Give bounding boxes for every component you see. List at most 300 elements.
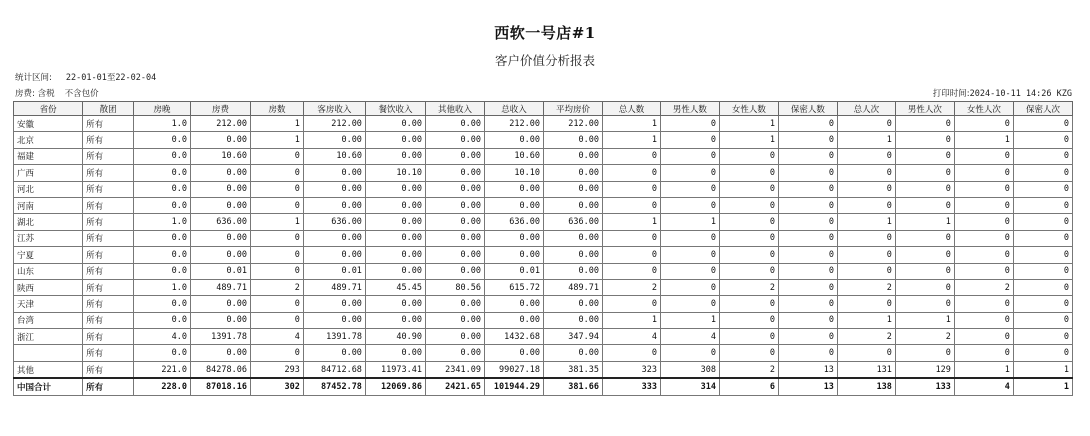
value-cell: 0.0 <box>134 148 191 164</box>
value-cell: 0.00 <box>425 181 484 197</box>
value-cell: 0.01 <box>303 263 365 279</box>
group-cell: 所有 <box>83 247 134 263</box>
value-cell: 84278.06 <box>190 361 250 378</box>
value-cell: 0 <box>895 116 954 132</box>
value-cell: 0 <box>719 230 778 246</box>
value-cell: 0.00 <box>425 197 484 213</box>
table-row <box>14 345 1073 361</box>
value-cell: 212.00 <box>303 116 365 132</box>
value-cell: 0 <box>837 197 895 213</box>
value-cell: 0.00 <box>190 312 250 328</box>
table-row <box>14 230 1073 246</box>
value-cell: 1 <box>719 132 778 148</box>
value-cell: 2341.09 <box>425 361 484 378</box>
value-cell: 0 <box>602 296 660 312</box>
value-cell: 11973.41 <box>365 361 425 378</box>
province-cell <box>14 345 83 361</box>
province-cell: 安徽 <box>14 116 83 132</box>
group-cell: 所有 <box>83 132 134 148</box>
value-cell: 0 <box>895 296 954 312</box>
value-cell: 10.60 <box>484 148 543 164</box>
value-cell: 0.00 <box>543 230 602 246</box>
value-cell: 0 <box>602 148 660 164</box>
value-cell: 131 <box>837 361 895 378</box>
value-cell: 0 <box>602 247 660 263</box>
value-cell: 0.0 <box>134 345 191 361</box>
value-cell: 0 <box>1013 345 1072 361</box>
value-cell: 2 <box>719 279 778 295</box>
value-cell: 333 <box>602 378 660 395</box>
value-cell: 0.00 <box>543 263 602 279</box>
value-cell: 0.00 <box>365 132 425 148</box>
value-cell: 0.00 <box>543 247 602 263</box>
column-header: 男性人数 <box>660 102 719 116</box>
value-cell: 0 <box>778 345 837 361</box>
value-cell: 308 <box>660 361 719 378</box>
value-cell: 2 <box>719 361 778 378</box>
column-header: 房晚 <box>134 102 191 116</box>
value-cell: 314 <box>660 378 719 395</box>
value-cell: 0.00 <box>190 197 250 213</box>
value-cell: 87452.78 <box>303 378 365 395</box>
value-cell: 133 <box>895 378 954 395</box>
value-cell: 2421.65 <box>425 378 484 395</box>
group-cell: 所有 <box>83 181 134 197</box>
value-cell: 0 <box>719 345 778 361</box>
value-cell: 0 <box>660 116 719 132</box>
value-cell: 6 <box>719 378 778 395</box>
report-title: 西软一号店#1 <box>494 24 596 42</box>
value-cell: 0 <box>954 329 1013 345</box>
value-cell: 1 <box>660 312 719 328</box>
value-cell: 228.0 <box>134 378 191 395</box>
value-cell: 10.10 <box>484 165 543 181</box>
value-cell: 0 <box>251 247 304 263</box>
value-cell: 0 <box>660 345 719 361</box>
value-cell: 1 <box>719 116 778 132</box>
value-cell: 0 <box>954 345 1013 361</box>
value-cell: 0.00 <box>303 181 365 197</box>
value-cell: 0.00 <box>425 165 484 181</box>
province-cell: 江苏 <box>14 230 83 246</box>
value-cell: 0 <box>660 247 719 263</box>
value-cell: 0.00 <box>303 247 365 263</box>
value-cell: 0.0 <box>134 263 191 279</box>
value-cell: 636.00 <box>190 214 250 230</box>
date-range <box>15 71 156 83</box>
value-cell: 0 <box>251 312 304 328</box>
column-header: 平均房价 <box>543 102 602 116</box>
column-header: 女性人次 <box>954 102 1013 116</box>
value-cell: 0 <box>1013 148 1072 164</box>
column-header: 总收入 <box>484 102 543 116</box>
value-cell: 0.0 <box>134 230 191 246</box>
value-cell: 2 <box>251 279 304 295</box>
value-cell: 636.00 <box>484 214 543 230</box>
value-cell: 0 <box>778 132 837 148</box>
value-cell: 0.00 <box>425 132 484 148</box>
value-cell: 1.0 <box>134 116 191 132</box>
column-header: 餐饮收入 <box>365 102 425 116</box>
value-cell: 0 <box>251 165 304 181</box>
value-cell: 1.0 <box>134 279 191 295</box>
table-row <box>14 197 1073 213</box>
table-row <box>14 181 1073 197</box>
value-cell: 1391.78 <box>190 329 250 345</box>
value-cell: 0.00 <box>425 247 484 263</box>
value-cell: 0 <box>778 214 837 230</box>
table-row <box>14 329 1073 345</box>
province-cell: 广西 <box>14 165 83 181</box>
value-cell: 0.00 <box>190 296 250 312</box>
value-cell: 0 <box>660 230 719 246</box>
value-cell: 0.00 <box>543 197 602 213</box>
value-cell: 212.00 <box>484 116 543 132</box>
value-cell: 0 <box>660 197 719 213</box>
value-cell: 0.00 <box>543 345 602 361</box>
group-cell: 所有 <box>83 263 134 279</box>
value-cell: 0 <box>1013 181 1072 197</box>
value-cell: 0.00 <box>425 116 484 132</box>
column-header: 房费 <box>190 102 250 116</box>
value-cell: 0 <box>778 329 837 345</box>
table-header-row <box>14 102 1073 116</box>
value-cell: 0.00 <box>303 345 365 361</box>
table-row <box>14 214 1073 230</box>
group-cell: 所有 <box>83 116 134 132</box>
value-cell: 40.90 <box>365 329 425 345</box>
value-cell: 0.00 <box>365 230 425 246</box>
value-cell: 0.00 <box>190 165 250 181</box>
column-header: 其他收入 <box>425 102 484 116</box>
value-cell: 323 <box>602 361 660 378</box>
value-cell: 0 <box>660 165 719 181</box>
value-cell: 84712.68 <box>303 361 365 378</box>
value-cell: 45.45 <box>365 279 425 295</box>
group-cell: 所有 <box>83 148 134 164</box>
value-cell: 302 <box>251 378 304 395</box>
value-cell: 1 <box>954 132 1013 148</box>
print-time-label: 打印时间: <box>932 89 970 99</box>
value-cell: 0.00 <box>543 181 602 197</box>
column-header: 保密人数 <box>778 102 837 116</box>
value-cell: 0 <box>719 181 778 197</box>
value-cell: 0 <box>602 165 660 181</box>
value-cell: 0.00 <box>365 345 425 361</box>
province-cell: 台湾 <box>14 312 83 328</box>
value-cell: 0 <box>1013 116 1072 132</box>
value-cell: 0 <box>895 132 954 148</box>
value-cell: 0.00 <box>425 230 484 246</box>
value-cell: 0 <box>778 279 837 295</box>
value-cell: 0.0 <box>134 165 191 181</box>
value-cell: 0.00 <box>190 181 250 197</box>
value-cell: 0 <box>251 345 304 361</box>
value-cell: 0.00 <box>543 165 602 181</box>
value-cell: 0 <box>660 181 719 197</box>
value-cell: 0.0 <box>134 312 191 328</box>
value-cell: 2 <box>895 329 954 345</box>
value-cell: 1 <box>602 312 660 328</box>
column-header: 总人数 <box>602 102 660 116</box>
value-cell: 0 <box>895 263 954 279</box>
value-cell: 0 <box>778 165 837 181</box>
value-cell: 0.00 <box>303 230 365 246</box>
print-time-value: 2024-10-11 14:26 KZG <box>969 89 1072 99</box>
report-subtitle: 客户价值分析报表 <box>494 53 595 68</box>
column-header: 省份 <box>14 102 83 116</box>
value-cell: 1432.68 <box>484 329 543 345</box>
group-cell: 所有 <box>83 329 134 345</box>
value-cell: 0.00 <box>543 296 602 312</box>
value-cell: 0 <box>954 247 1013 263</box>
value-cell: 13 <box>778 361 837 378</box>
value-cell: 0.00 <box>425 296 484 312</box>
value-cell: 87018.16 <box>190 378 250 395</box>
province-cell: 中国合计 <box>14 378 83 395</box>
value-cell: 0.00 <box>543 312 602 328</box>
value-cell: 489.71 <box>543 279 602 295</box>
province-cell: 河南 <box>14 197 83 213</box>
value-cell: 0 <box>1013 312 1072 328</box>
value-cell: 0 <box>954 181 1013 197</box>
value-cell: 0 <box>719 214 778 230</box>
table-row <box>14 148 1073 164</box>
value-cell: 4 <box>660 329 719 345</box>
value-cell: 0 <box>837 296 895 312</box>
province-cell: 湖北 <box>14 214 83 230</box>
value-cell: 0 <box>660 263 719 279</box>
value-cell: 0.00 <box>484 132 543 148</box>
value-cell: 0 <box>954 148 1013 164</box>
value-cell: 0 <box>719 197 778 213</box>
value-cell: 0 <box>895 279 954 295</box>
value-cell: 0 <box>778 181 837 197</box>
value-cell: 0 <box>602 345 660 361</box>
table-row <box>14 263 1073 279</box>
value-cell: 0.0 <box>134 132 191 148</box>
value-cell: 347.94 <box>543 329 602 345</box>
value-cell: 1 <box>251 214 304 230</box>
value-cell: 0.00 <box>303 296 365 312</box>
value-cell: 0.00 <box>303 197 365 213</box>
table-row <box>14 165 1073 181</box>
column-header: 保密人次 <box>1013 102 1072 116</box>
group-cell: 所有 <box>83 296 134 312</box>
value-cell: 0.00 <box>303 165 365 181</box>
value-cell: 0 <box>895 230 954 246</box>
value-cell: 0 <box>837 181 895 197</box>
value-cell: 0 <box>837 263 895 279</box>
room-fee-info <box>15 87 99 99</box>
value-cell: 489.71 <box>303 279 365 295</box>
report-table <box>13 101 1073 396</box>
value-cell: 0 <box>1013 296 1072 312</box>
column-header: 散团 <box>83 102 134 116</box>
value-cell: 0.00 <box>190 230 250 246</box>
value-cell: 0.00 <box>365 214 425 230</box>
value-cell: 0.01 <box>484 263 543 279</box>
value-cell: 0 <box>1013 247 1072 263</box>
value-cell: 0.00 <box>425 263 484 279</box>
value-cell: 0 <box>954 263 1013 279</box>
value-cell: 1 <box>602 116 660 132</box>
value-cell: 0.00 <box>484 345 543 361</box>
value-cell: 13 <box>778 378 837 395</box>
value-cell: 4 <box>602 329 660 345</box>
value-cell: 0 <box>1013 279 1072 295</box>
value-cell: 80.56 <box>425 279 484 295</box>
value-cell: 0 <box>602 197 660 213</box>
group-cell: 所有 <box>83 345 134 361</box>
value-cell: 615.72 <box>484 279 543 295</box>
column-header: 房数 <box>251 102 304 116</box>
date-range-value: 22-01-01至22-02-04 <box>65 73 157 83</box>
value-cell: 1 <box>1013 378 1072 395</box>
value-cell: 1 <box>660 214 719 230</box>
value-cell: 0 <box>954 230 1013 246</box>
value-cell: 0 <box>660 296 719 312</box>
province-cell: 福建 <box>14 148 83 164</box>
value-cell: 0.01 <box>190 263 250 279</box>
value-cell: 0.00 <box>303 312 365 328</box>
value-cell: 0.00 <box>190 345 250 361</box>
province-cell: 其他 <box>14 361 83 378</box>
value-cell: 0 <box>778 263 837 279</box>
column-header: 客房收入 <box>303 102 365 116</box>
group-cell: 所有 <box>83 230 134 246</box>
value-cell: 1 <box>895 214 954 230</box>
value-cell: 1 <box>602 132 660 148</box>
value-cell: 2 <box>954 279 1013 295</box>
value-cell: 99027.18 <box>484 361 543 378</box>
value-cell: 0.00 <box>365 296 425 312</box>
value-cell: 0 <box>895 148 954 164</box>
value-cell: 381.66 <box>543 378 602 395</box>
value-cell: 0.00 <box>190 132 250 148</box>
table-row <box>14 312 1073 328</box>
value-cell: 0.00 <box>543 132 602 148</box>
value-cell: 0.00 <box>425 148 484 164</box>
value-cell: 1 <box>837 132 895 148</box>
value-cell: 0.00 <box>425 329 484 345</box>
value-cell: 293 <box>251 361 304 378</box>
province-cell: 山东 <box>14 263 83 279</box>
value-cell: 0 <box>778 116 837 132</box>
value-cell: 1 <box>837 312 895 328</box>
value-cell: 1 <box>602 214 660 230</box>
value-cell: 0 <box>1013 214 1072 230</box>
value-cell: 10.60 <box>303 148 365 164</box>
table-row <box>14 279 1073 295</box>
value-cell: 12069.86 <box>365 378 425 395</box>
value-cell: 0.0 <box>134 197 191 213</box>
value-cell: 0 <box>778 197 837 213</box>
value-cell: 0 <box>778 296 837 312</box>
value-cell: 0 <box>837 345 895 361</box>
value-cell: 1 <box>837 214 895 230</box>
value-cell: 0 <box>954 312 1013 328</box>
value-cell: 0 <box>660 148 719 164</box>
value-cell: 0.00 <box>365 148 425 164</box>
room-fee-value: 不含包价 <box>64 89 99 99</box>
value-cell: 0.00 <box>484 197 543 213</box>
value-cell: 0 <box>954 116 1013 132</box>
table-row <box>14 247 1073 263</box>
group-cell: 所有 <box>83 197 134 213</box>
value-cell: 0 <box>719 296 778 312</box>
value-cell: 1 <box>895 312 954 328</box>
total-row <box>14 378 1073 395</box>
value-cell: 0 <box>251 296 304 312</box>
value-cell: 0.00 <box>425 214 484 230</box>
value-cell: 0.00 <box>190 247 250 263</box>
value-cell: 0.00 <box>484 230 543 246</box>
value-cell: 10.10 <box>365 165 425 181</box>
value-cell: 0.00 <box>484 247 543 263</box>
value-cell: 0 <box>895 345 954 361</box>
province-cell: 宁夏 <box>14 247 83 263</box>
value-cell: 636.00 <box>543 214 602 230</box>
value-cell: 0 <box>778 247 837 263</box>
value-cell: 10.60 <box>190 148 250 164</box>
value-cell: 1 <box>954 361 1013 378</box>
group-cell: 所有 <box>83 279 134 295</box>
value-cell: 0 <box>1013 230 1072 246</box>
table-row <box>14 132 1073 148</box>
value-cell: 2 <box>837 279 895 295</box>
value-cell: 381.35 <box>543 361 602 378</box>
value-cell: 489.71 <box>190 279 250 295</box>
value-cell: 0 <box>719 312 778 328</box>
value-cell: 0.0 <box>134 181 191 197</box>
column-header: 女性人数 <box>719 102 778 116</box>
value-cell: 0 <box>660 279 719 295</box>
value-cell: 0 <box>1013 263 1072 279</box>
value-cell: 0 <box>719 165 778 181</box>
value-cell: 0.00 <box>543 148 602 164</box>
value-cell: 0.00 <box>365 197 425 213</box>
value-cell: 0 <box>778 230 837 246</box>
value-cell: 0.00 <box>365 116 425 132</box>
value-cell: 0 <box>719 329 778 345</box>
value-cell: 0 <box>602 181 660 197</box>
column-header: 男性人次 <box>895 102 954 116</box>
value-cell: 0 <box>895 181 954 197</box>
value-cell: 0.00 <box>365 181 425 197</box>
value-cell: 0.00 <box>484 181 543 197</box>
value-cell: 0 <box>602 230 660 246</box>
value-cell: 0 <box>251 263 304 279</box>
value-cell: 0.0 <box>134 247 191 263</box>
value-cell: 1.0 <box>134 214 191 230</box>
value-cell: 0 <box>602 263 660 279</box>
value-cell: 0 <box>1013 329 1072 345</box>
province-cell: 天津 <box>14 296 83 312</box>
value-cell: 0 <box>954 165 1013 181</box>
group-cell: 所有 <box>83 312 134 328</box>
value-cell: 0 <box>837 148 895 164</box>
value-cell: 0 <box>1013 165 1072 181</box>
value-cell: 0 <box>660 132 719 148</box>
value-cell: 1 <box>1013 361 1072 378</box>
table-row <box>14 296 1073 312</box>
value-cell: 0.00 <box>365 312 425 328</box>
value-cell: 0 <box>251 197 304 213</box>
value-cell: 1 <box>251 116 304 132</box>
value-cell: 1391.78 <box>303 329 365 345</box>
value-cell: 0.00 <box>425 345 484 361</box>
